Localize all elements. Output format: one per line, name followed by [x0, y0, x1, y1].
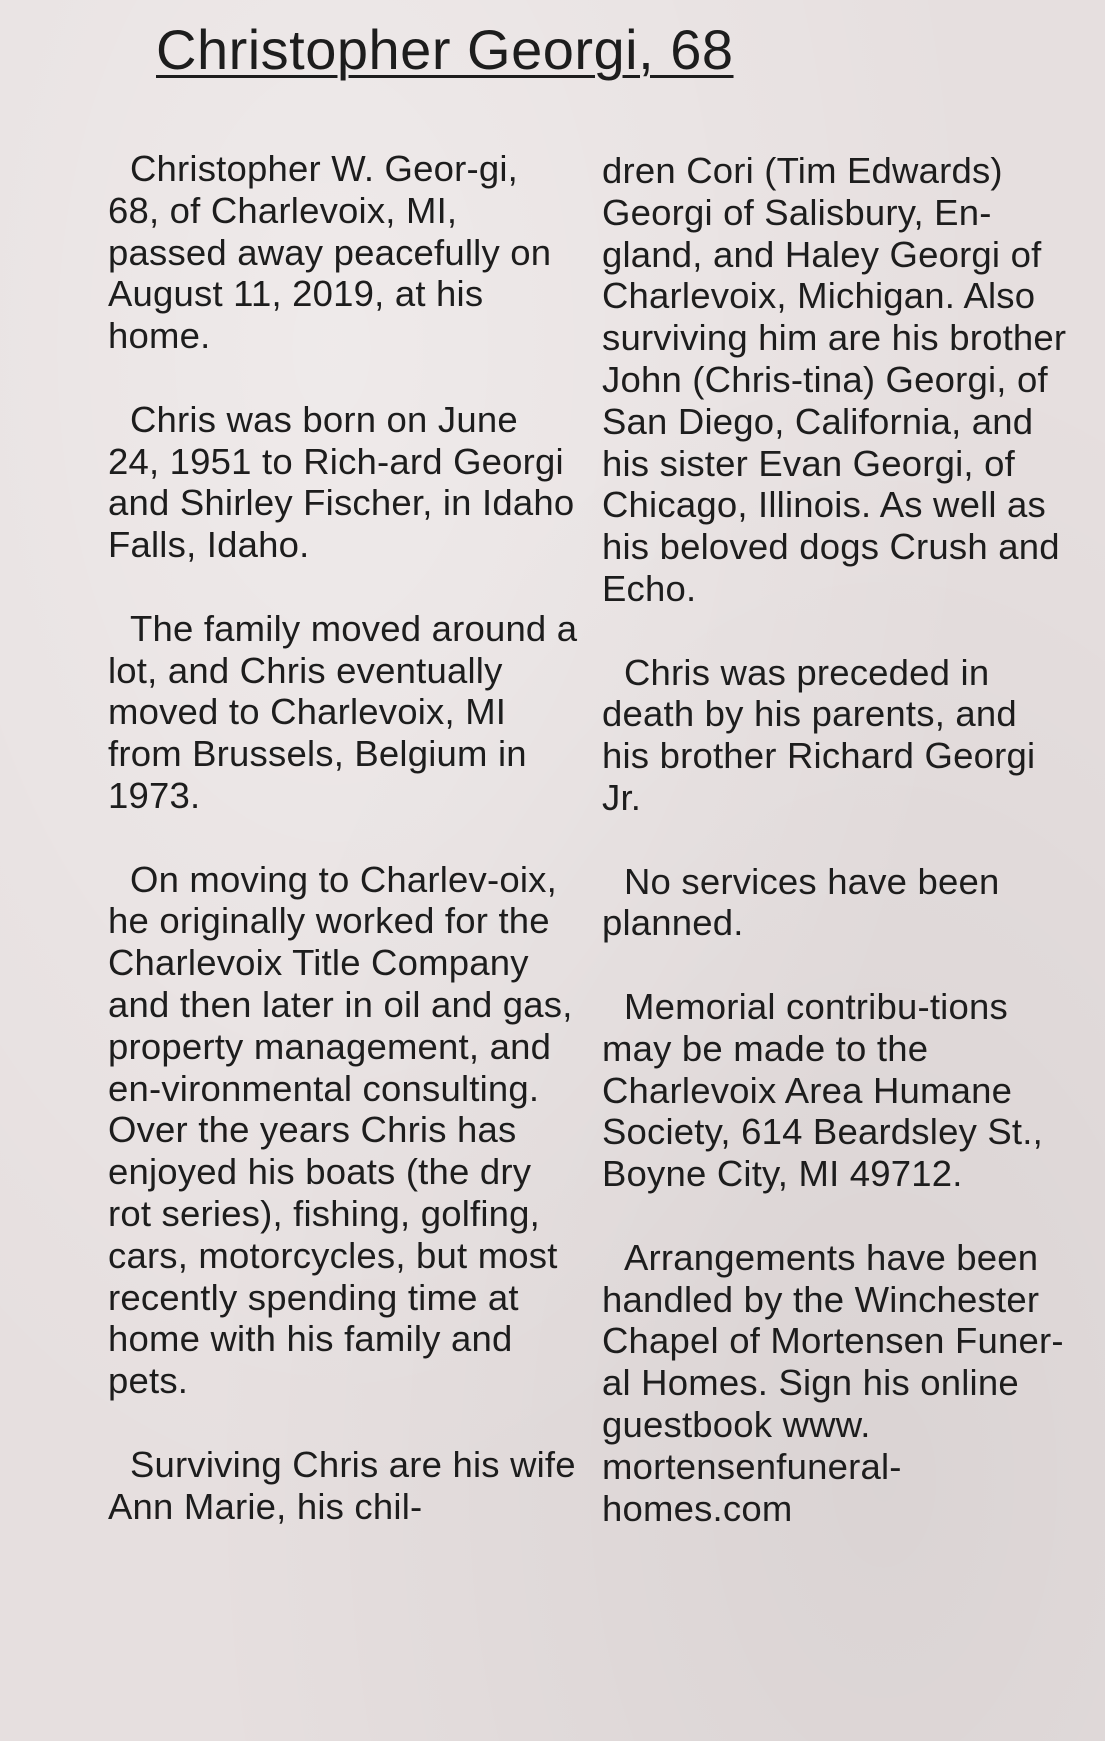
paragraph-move: The family moved around a lot, and Chris eventually moved to Charlevoix, MI from Brussels, Belgium in 1973. — [108, 607, 578, 816]
paragraph-survivors-continued: dren Cori (Tim Edwards) Georgi of Salisbury, En-gland, and Haley Georgi of Charlevoix, Michigan. Also surviving him are his brother John (Chris-tina) Georgi, of San Diego, California, and his sister Evan Georgi, of Chicago, Illinois. As well as his beloved dogs Crush and Echo. — [602, 150, 1067, 609]
right-column — [602, 150, 1072, 1529]
paragraph-death-notice: Christopher W. Geor-gi, 68, of Charlevoix, MI, passed away peacefully on August 11, 2019, at his home. — [108, 148, 552, 357]
paragraph-memorial: Memorial contribu-tions may be made to the Charlevoix Area Humane Society, 614 Beardsley St., Boyne City, MI 49712. — [602, 985, 1043, 1195]
obituary-headline: Christopher Georgi, 68 — [156, 18, 734, 81]
paragraph-career: On moving to Charlev-oix, he originally worked for the Charlevoix Title Company and then later in oil and gas, property management, and en-vironmental consulting. Over the years Chris has enjoyed his boats (the dry rot series), fishing, golfing, cars, motorcycles, but most recently spending time at home with his family and pets. — [108, 858, 573, 1402]
paragraph-birth: Chris was born on June 24, 1951 to Rich-ard Georgi and Shirley Fischer, in Idaho Falls, Idaho. — [108, 398, 575, 566]
paragraph-services: No services have been planned. — [602, 860, 1000, 944]
paragraph-arrangements: Arrangements have been handled by the Winchester Chapel of Mortensen Funer-al Homes. Sign his online guestbook www. mortensenfuneral-homes.com — [602, 1236, 1064, 1529]
left-column — [108, 148, 578, 1527]
paragraph-preceded-in-death: Chris was preceded in death by his parents, and his brother Richard Georgi Jr. — [602, 651, 1036, 818]
paragraph-survivors-start: Surviving Chris are his wife Ann Marie, his chil- — [108, 1443, 576, 1527]
